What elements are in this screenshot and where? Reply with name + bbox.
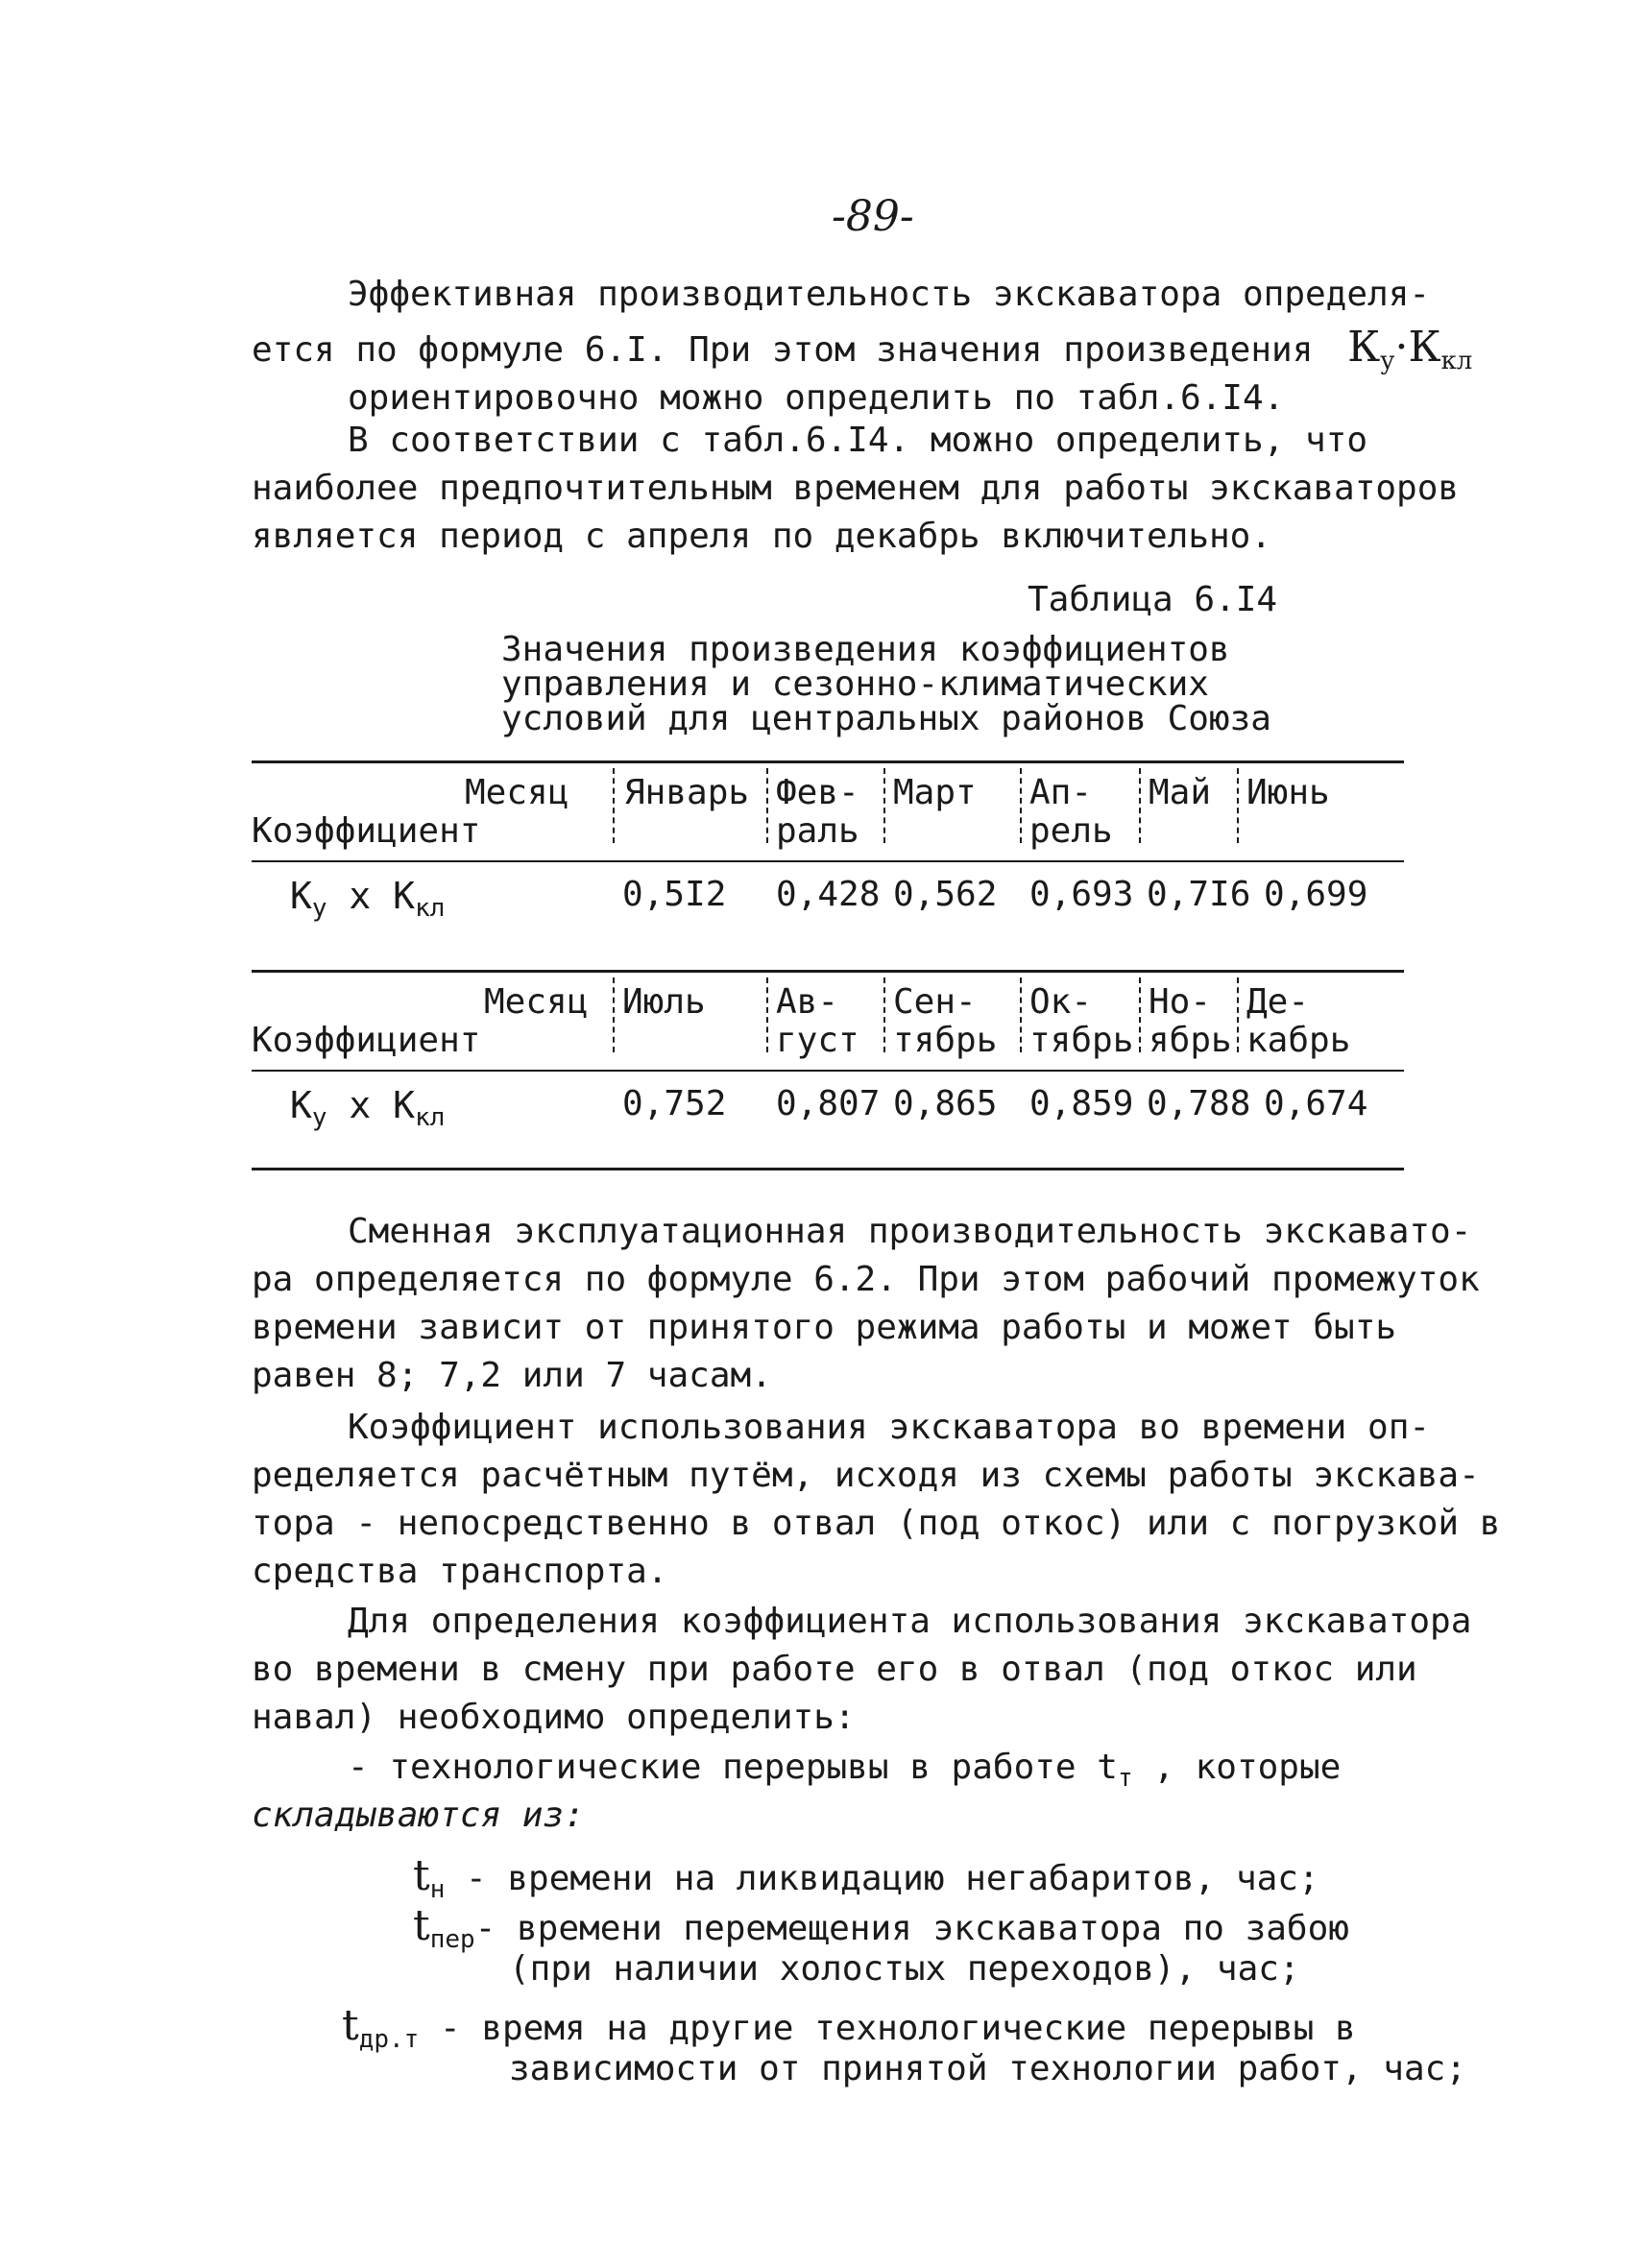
item-tdrt-sub: др.т: [358, 2025, 420, 2054]
table1-month-2b: раль: [776, 811, 859, 851]
table2-month-4b: тябрь: [1029, 1021, 1134, 1060]
page-number: -89-: [832, 192, 914, 241]
table2-mid-rule: [252, 1070, 1404, 1072]
item-tdrt: [342, 2001, 1356, 2055]
row2-label-k: К: [290, 1084, 312, 1126]
table2-value-3: 0,865: [893, 1084, 998, 1123]
table1-header-coef: Коэффициент: [252, 811, 481, 851]
table1-row-label: [290, 875, 446, 923]
formula-ky-kkl: [1347, 323, 1473, 375]
para2-line3: является период с апреля по декабрь включительно.: [252, 517, 1272, 556]
table1-value-5: 0,7I6: [1147, 875, 1251, 914]
para5-line3: навал) необходимо определить:: [252, 1698, 856, 1737]
para1-line3: ориентировочно можно определить по табл.6.I4.: [348, 378, 1285, 418]
table1-value-6: 0,699: [1264, 875, 1368, 914]
table2-month-6b: кабрь: [1246, 1021, 1351, 1060]
table-number: Таблица 6.I4: [1028, 580, 1278, 619]
item-tn-text: - времени на ликвидацию негабаритов, час;: [445, 1859, 1319, 1898]
formula-sub-y: у: [1380, 347, 1395, 375]
para6-sub-t: т: [1117, 1764, 1133, 1793]
formula-sub-kl: кл: [1440, 347, 1473, 375]
table1-value-1: 0,5I2: [622, 875, 727, 914]
para2-line2: наиболее предпочтительным временем для работы экскаваторов: [252, 469, 1460, 508]
table1-month-2a: Фев-: [776, 773, 859, 812]
table2-top-rule: [252, 970, 1404, 973]
table1-month-1: Январь: [624, 773, 750, 812]
table1-value-4: 0,693: [1029, 875, 1134, 914]
row-label-x-k: х К: [327, 875, 416, 917]
table2-header-month: Месяц: [484, 982, 589, 1022]
table2-sep-2: [766, 977, 768, 1052]
table2-value-1: 0,752: [622, 1084, 727, 1123]
table2-sep-3: [883, 977, 885, 1052]
table1-month-4a: Ап-: [1029, 773, 1093, 812]
para4-line1: Коэффициент использования экскаватора во времени оп-: [348, 1408, 1431, 1447]
para3-line2: ра определяется по формуле 6.2. При этом рабочий промежуток: [252, 1260, 1480, 1299]
item-tn: [413, 1851, 1319, 1905]
para2-line1: В соответствии с табл.6.I4. можно определить, что: [348, 421, 1368, 460]
table2-month-1: Июль: [622, 982, 706, 1022]
item-tdrt-text: - время на другие технологические перерывы в: [419, 2009, 1356, 2048]
table1-mid-rule: [252, 860, 1404, 862]
row2-label-x-k: х К: [327, 1084, 416, 1126]
table1-sep-1: [613, 768, 615, 843]
row-label-k: К: [290, 875, 312, 917]
para3-line3: времени зависит от принятого режима работы и может быть: [252, 1308, 1397, 1347]
para6-text-a: - технологические перерывы в работе t: [348, 1748, 1118, 1787]
table2-month-5b: ябрь: [1149, 1021, 1232, 1060]
para1-line2-text: ется по формуле 6.I. При этом значения произведения: [252, 330, 1314, 370]
table-caption-line2: управления и сезонно-климатических: [501, 664, 1209, 704]
formula-k2: К: [1408, 323, 1441, 372]
para6-text-b: , которые: [1132, 1748, 1342, 1787]
table2-month-6a: Де-: [1246, 982, 1310, 1022]
table1-month-4b: рель: [1029, 811, 1113, 851]
table1-value-2: 0,428: [776, 875, 881, 914]
table2-value-2: 0,807: [776, 1084, 881, 1123]
para1-line2: [252, 323, 1472, 376]
item-tn-symbol: t: [413, 1851, 430, 1900]
item-tper-cont: (при наличии холостых переходов), час;: [509, 1949, 1300, 1989]
table2-value-4: 0,859: [1029, 1084, 1134, 1123]
para5-line1: Для определения коэффициента использования экскаватора: [348, 1602, 1472, 1641]
para4-line2: ределяется расчётным путём, исходя из схемы работы экскава-: [252, 1456, 1480, 1495]
row-label-sub-kl: кл: [415, 894, 446, 923]
table2-month-5a: Но-: [1149, 982, 1212, 1022]
item-tper-symbol: t: [413, 1901, 430, 1950]
table1-sep-2: [766, 768, 768, 843]
para4-line4: средства транспорта.: [252, 1552, 668, 1591]
para5-line2: во времени в смену при работе его в отвал (под откос или: [252, 1650, 1417, 1689]
para6-line1: [348, 1748, 1341, 1794]
table2-month-2a: Ав-: [776, 982, 839, 1022]
table2-sep-5: [1139, 977, 1141, 1052]
item-tper-sub: пер: [429, 1925, 475, 1954]
para6-line2: складываются из:: [252, 1796, 585, 1835]
table2-month-4a: Ок-: [1029, 982, 1093, 1022]
para3-line1: Сменная эксплуатационная производительность экскавато-: [348, 1212, 1472, 1251]
table1-header-month: Месяц: [465, 773, 569, 812]
para1-line1: Эффективная производительность экскаватора определя-: [348, 275, 1431, 314]
table2-sep-1: [613, 977, 615, 1052]
table1-sep-6: [1237, 768, 1239, 843]
item-tdrt-symbol: t: [342, 2001, 359, 2050]
table2-month-2b: густ: [776, 1021, 859, 1060]
table-caption-line1: Значения произведения коэффициентов: [501, 630, 1230, 669]
table1-month-6: Июнь: [1246, 773, 1330, 812]
formula-dot: ·: [1394, 323, 1409, 372]
table2-bottom-rule: [252, 1168, 1404, 1170]
table2-header-coef: Коэффициент: [252, 1021, 481, 1060]
table2-sep-4: [1020, 977, 1022, 1052]
row2-label-sub-y: у: [311, 1103, 327, 1132]
table2-sep-6: [1237, 977, 1239, 1052]
table2-value-6: 0,674: [1264, 1084, 1368, 1123]
table2-value-5: 0,788: [1147, 1084, 1251, 1123]
table1-sep-5: [1139, 768, 1141, 843]
table2-month-3b: тябрь: [893, 1021, 998, 1060]
table-caption-line3: условий для центральных районов Союза: [501, 699, 1271, 738]
item-tper-text: - времени перемещения экскаватора по забою: [474, 1909, 1349, 1948]
table1-month-5: Май: [1149, 773, 1212, 812]
item-tn-sub: н: [429, 1875, 446, 1904]
table1-sep-3: [883, 768, 885, 843]
table2-row-label: [290, 1084, 446, 1132]
item-tper: [413, 1901, 1349, 1955]
para4-line3: тора - непосредственно в отвал (под откос) или с погрузкой в: [252, 1504, 1501, 1543]
row-label-sub-y: у: [311, 894, 327, 923]
table1-month-3: Март: [893, 773, 977, 812]
row2-label-sub-kl: кл: [415, 1103, 446, 1132]
item-tdrt-cont: зависимости от принятой технологии работ, час;: [509, 2049, 1466, 2088]
table1-sep-4: [1020, 768, 1022, 843]
table1-value-3: 0,562: [893, 875, 998, 914]
table2-month-3a: Сен-: [893, 982, 977, 1022]
formula-k1: К: [1347, 323, 1381, 372]
table1-top-rule: [252, 760, 1404, 763]
para3-line4: равен 8; 7,2 или 7 часам.: [252, 1356, 772, 1395]
